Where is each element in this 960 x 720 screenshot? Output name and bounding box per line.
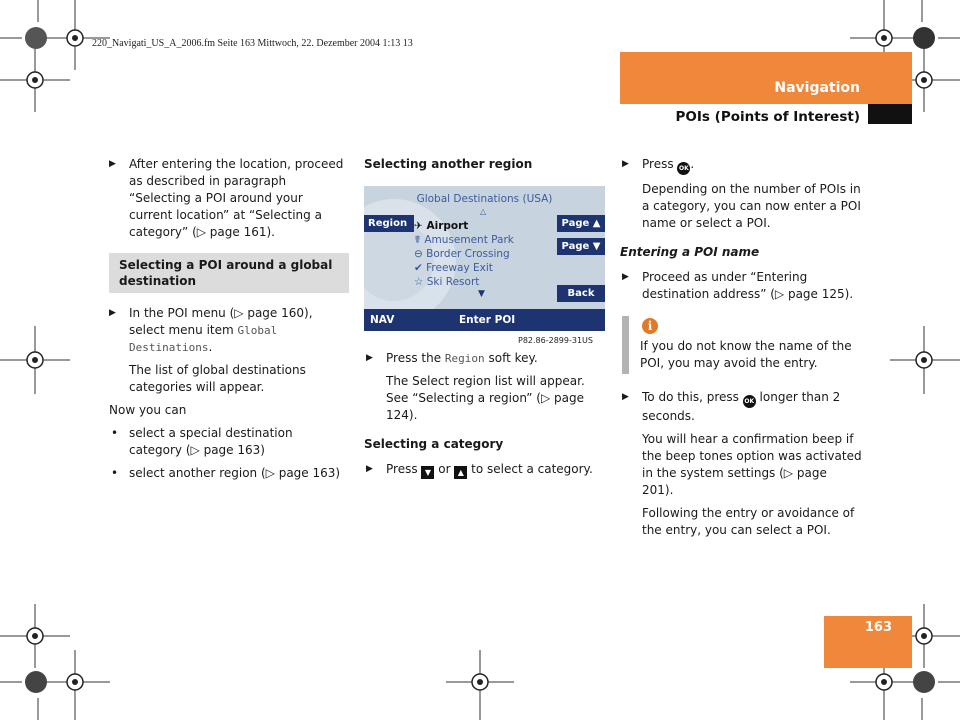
list-item[interactable]: ☆ Ski Resort	[414, 276, 480, 288]
step-arrow-icon: ▶	[366, 353, 373, 363]
heading: Selecting a category	[364, 437, 504, 451]
scroll-up-icon: △	[480, 207, 487, 216]
screen-bottom-bar	[364, 309, 605, 331]
bullet-icon: •	[111, 466, 119, 480]
info-sidebar	[622, 316, 629, 374]
section-title: Navigation	[774, 80, 860, 96]
menu-item-name: Global Destinations	[129, 324, 278, 354]
list-item[interactable]: ✔ Freeway Exit	[414, 262, 493, 274]
nav-softkey[interactable]: NAV	[370, 314, 395, 326]
step: ▶ Press OK .	[622, 156, 862, 175]
step	[109, 156, 349, 241]
ok-key-icon: OK	[743, 395, 756, 408]
info-icon: i	[642, 318, 658, 334]
file-info-line: 220_Navigati_US_A_2006.fm Seite 163 Mittwoch, 22. Dezember 2004 1:13 13	[92, 38, 413, 49]
softkey-name: Region	[444, 352, 485, 365]
column-3	[622, 156, 862, 303]
step-result: The Select region list will appear. See “Selecting a region” (▷ page 124).	[386, 374, 585, 422]
step-result: The list of global destinations categories will appear.	[129, 363, 306, 394]
list-item[interactable]: ⊖ Border Crossing	[414, 248, 510, 260]
list-item: • select a special destination category (▷ page 163)	[111, 426, 293, 457]
list-item-selected[interactable]: ✈ Airport	[414, 220, 469, 232]
step-arrow-icon: ▶	[109, 308, 116, 318]
back-softkey[interactable]: Back	[557, 285, 605, 302]
step-result: You will hear a confirmation beep if the beep tones option was activated in the system settings (▷ page 201).	[642, 432, 862, 497]
ok-key-icon: OK	[677, 162, 690, 175]
header-bar	[620, 52, 912, 104]
down-key-icon: ▼	[421, 466, 434, 479]
step-arrow-icon: ▶	[109, 159, 116, 169]
scroll-down-icon: ▼	[478, 289, 485, 299]
heading: Selecting another region	[364, 157, 533, 171]
figure-caption: P82.86-2899-31US	[518, 336, 593, 345]
step-result: Following the entry or avoidance of the entry, you can select a POI.	[642, 506, 855, 537]
column-3-lower	[622, 389, 862, 539]
step-arrow-icon: ▶	[622, 159, 629, 169]
step: ▶ To do this, press OK longer than 2 seconds.	[622, 390, 841, 423]
header-tab	[868, 104, 912, 124]
step-result: Depending on the number of POIs in a category, you can now enter a POI name or select a POI.	[642, 182, 861, 230]
screen-title: Global Destinations (USA)	[416, 193, 553, 205]
step: ▶ In the POI menu (▷ page 160), select menu item Global Destinations.	[109, 306, 313, 354]
step: ▶ Press the Region soft key.	[366, 351, 538, 365]
list-item: • select another region (▷ page 163)	[111, 466, 341, 480]
heading: Entering a POI name	[620, 245, 760, 259]
up-key-icon: ▲	[454, 466, 467, 479]
section-heading-box: Selecting a POI around a global destination	[109, 253, 349, 293]
step-arrow-icon: ▶	[622, 392, 629, 402]
page-number: 163	[864, 620, 892, 635]
paragraph: Now you can	[109, 403, 187, 417]
nav-screen-figure	[364, 186, 605, 331]
bullet-icon: •	[111, 426, 119, 440]
info-note: If you do not know the name of the POI, you may avoid the entry.	[640, 339, 852, 370]
list-item[interactable]: ☤ Amusement Park	[414, 234, 514, 246]
column-1	[109, 156, 349, 482]
step-arrow-icon: ▶	[366, 464, 373, 474]
step-arrow-icon: ▶	[622, 272, 629, 282]
region-softkey[interactable]: Region	[364, 215, 414, 232]
page-up-softkey[interactable]: Page ▲	[557, 215, 605, 232]
step-text: After entering the location, proceed as described in paragraph “Selecting a POI around your current location” at “Selecting a category” (▷ page 161).	[129, 157, 344, 239]
step: ▶ Proceed as under “Entering destination address” (▷ page 125).	[622, 270, 854, 301]
subsection-title: POIs (Points of Interest)	[675, 109, 860, 125]
column-2-text	[366, 350, 606, 479]
step: ▶ Press ▼ or ▲ to select a category.	[366, 462, 593, 477]
enter-poi-softkey[interactable]: Enter POI	[459, 314, 516, 326]
page-down-softkey[interactable]: Page ▼	[557, 238, 605, 255]
